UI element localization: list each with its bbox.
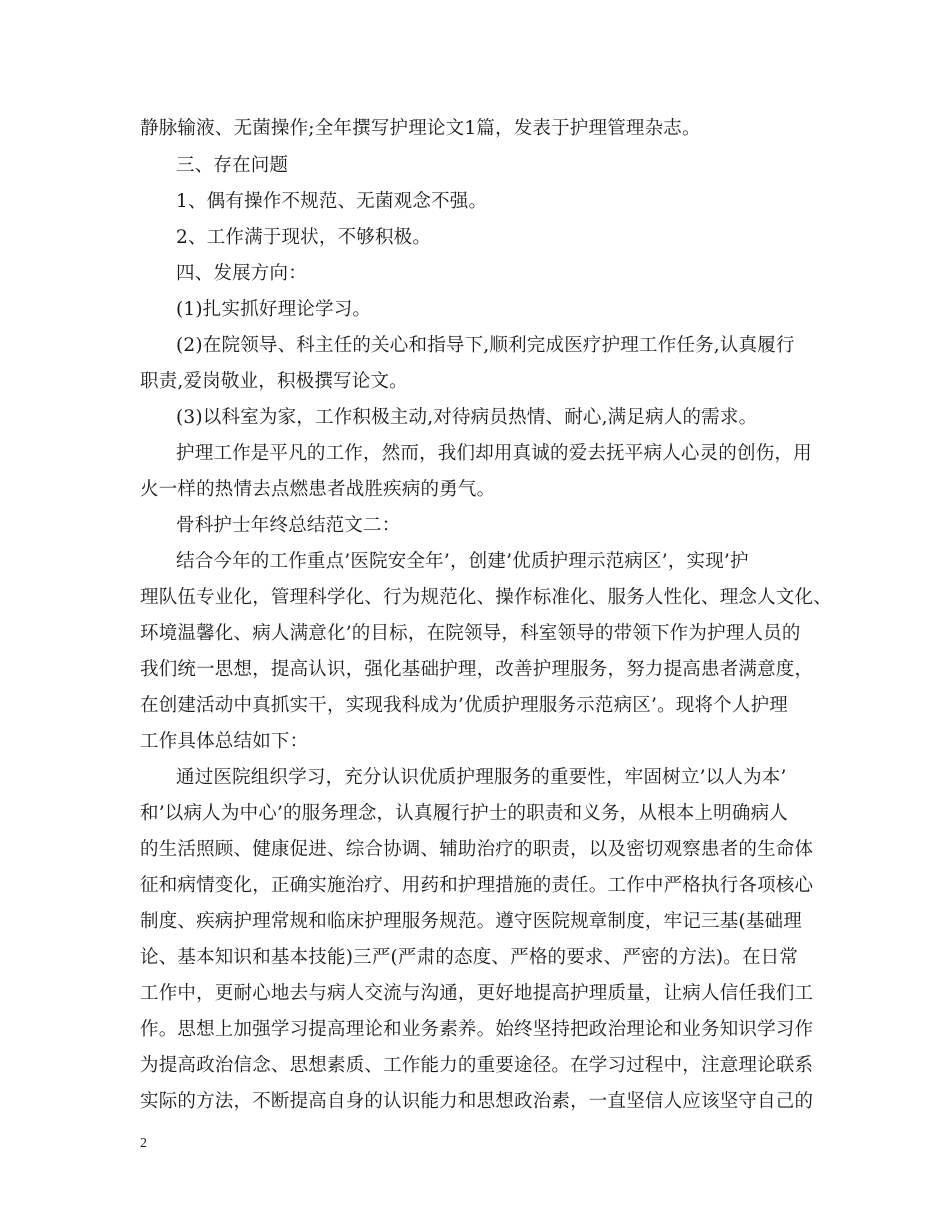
paragraph-line: 结合今年的工作重点’医院安全年’，创建’优质护理示范病区’，实现’护 xyxy=(176,551,749,572)
page-number: 2 xyxy=(140,1136,147,1151)
list-item: (1)扎实抓好理论学习。 xyxy=(176,299,372,320)
text-line: 静脉输液、无菌操作;全年撰写护理论文1篇，发表于护理管理杂志。 xyxy=(140,118,701,139)
text-line: 作。思想上加强学习提高理论和业务素养。始终坚持把政治理论和业务知识学习作 xyxy=(140,1019,814,1040)
text-line: 的生活照顾、健康促进、综合协调、辅助治疗的职责，以及密切观察患者的生命体 xyxy=(140,839,814,860)
list-item: 2、工作满于现状，不够积极。 xyxy=(176,227,432,248)
text-line: 我们统一思想，提高认识，强化基础护理，改善护理服务，努力提高患者满意度， xyxy=(140,659,814,680)
text-line: 实际的方法，不断提高自身的认识能力和思想政治素，一直坚信人应该坚守自己的 xyxy=(140,1091,814,1112)
text-line: 在创建活动中真抓实干，实现我科成为’优质护理服务示范病区’。现将个人护理 xyxy=(140,695,788,716)
list-item: (2)在院领导、科主任的关心和指导下,顺利完成医疗护理工作任务,认真履行 xyxy=(176,335,795,356)
text-line: 环境温馨化、病人满意化’的目标，在院领导，科室领导的带领下作为护理人员的 xyxy=(140,623,801,644)
list-item: (3)以科室为家，工作积极主动,对待病员热情、耐心,满足病人的需求。 xyxy=(176,407,758,428)
list-item: 1、偶有操作不规范、无菌观念不强。 xyxy=(176,191,488,212)
text-line: 为提高政治信念、思想素质、工作能力的重要途径。在学习过程中，注意理论联系 xyxy=(140,1055,814,1076)
text-line: 征和病情变化，正确实施治疗、用药和护理措施的责任。工作中严格执行各项核心 xyxy=(140,875,814,896)
text-line: 职责,爱岗敬业，积极撰写论文。 xyxy=(140,371,408,392)
text-line: 火一样的热情去点燃患者战胜疾病的勇气。 xyxy=(140,479,496,500)
text-line: 理队伍专业化，管理科学化、行为规范化、操作标准化、服务人性化、理念人文化、 xyxy=(140,587,832,608)
text-line: 工作具体总结如下： xyxy=(140,731,309,752)
text-line: 制度、疾病护理常规和临床护理服务规范。遵守医院规章制度，牢记三基(基础理 xyxy=(140,911,802,932)
paragraph-line: 护理工作是平凡的工作，然而，我们却用真诚的爱去抚平病人心灵的创伤，用 xyxy=(176,443,812,464)
section-heading: 三、存在问题 xyxy=(176,155,289,176)
text-line: 工作中，更耐心地去与病人交流与沟通，更好地提高护理质量，让病人信任我们工 xyxy=(140,983,814,1004)
text-line: 论、基本知识和基本技能)三严(严肃的态度、严格的要求、严密的方法)。在日常 xyxy=(140,947,799,968)
paragraph-line: 通过医院组织学习，充分认识优质护理服务的重要性，牢固树立’以人为本’ xyxy=(176,767,787,788)
text-line: 和’以病人为中心’的服务理念，认真履行护士的职责和义务，从根本上明确病人 xyxy=(140,803,788,824)
section-heading: 骨科护士年终总结范文二： xyxy=(176,515,401,536)
section-heading: 四、发展方向： xyxy=(176,263,307,284)
